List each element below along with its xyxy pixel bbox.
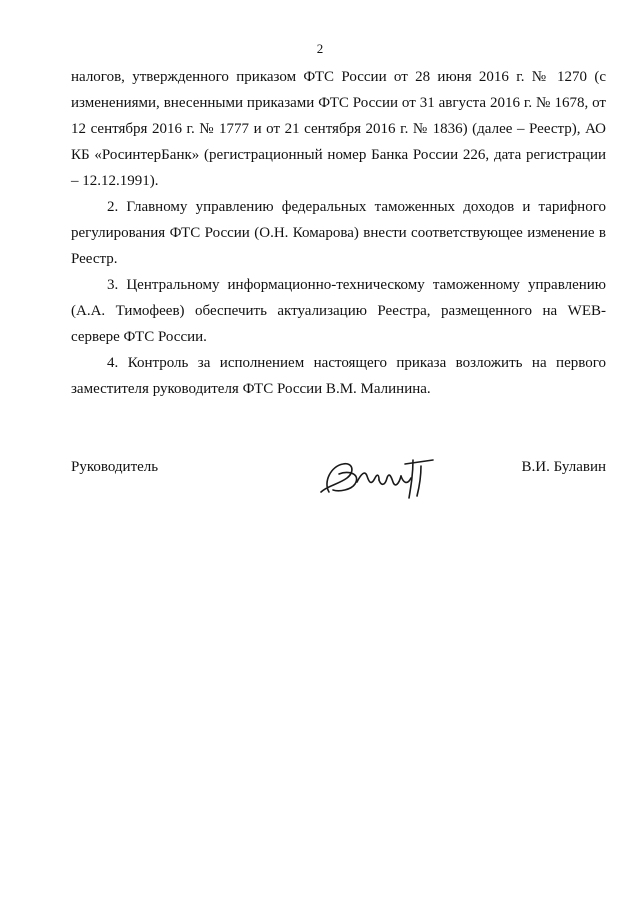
- paragraph-item-3: 3. Центральному информационно-техническому таможенному управлению (А.А. Тимофеев) обеспечить актуализацию Реестра, размещенного на WEB-сервере ФТС России.: [71, 277, 606, 345]
- signature-block: [71, 452, 606, 512]
- signatory-name: В.И. Булавин: [521, 459, 606, 475]
- paragraph-item-2: 2. Главному управлению федеральных таможенных доходов и тарифного регулирования ФТС России (О.Н. Комарова) внести соответствующее изменение в Реестр.: [71, 199, 606, 267]
- handwritten-signature: [309, 452, 449, 500]
- document-body: [71, 64, 606, 402]
- paragraph-item-4: 4. Контроль за исполнением настоящего приказа возложить на первого заместителя руководителя ФТС России В.М. Малинина.: [71, 355, 606, 397]
- paragraph-continuation: налогов, утвержденного приказом ФТС России от 28 июня 2016 г. № 1270 (с изменениями, внесенными приказами ФТС России от 31 августа 2016 г. № 1678, от 12 сентября 2016 г. № 1777 и от 21 сентября 2016 г. № 1836) (далее – Реестр), АО КБ «РосинтерБанк» (регистрационный номер Банка России 226, дата регистрации – 12.12.1991).: [71, 69, 606, 189]
- page-number: 2: [316, 41, 324, 56]
- signatory-title: Руководитель: [71, 459, 159, 475]
